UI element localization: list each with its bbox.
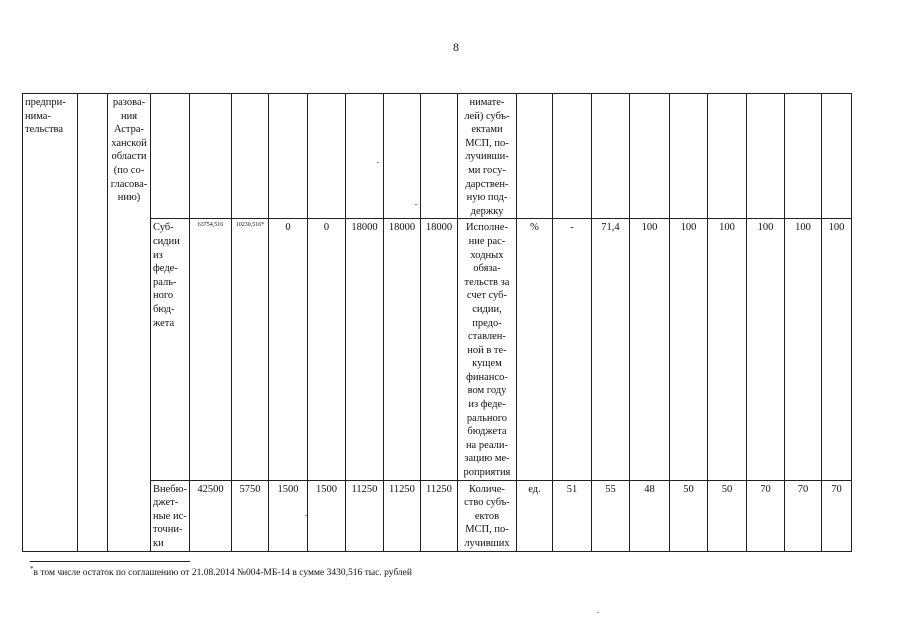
cell-text-line: МСП, по- <box>465 524 509 536</box>
cell-empty <box>151 94 190 219</box>
cell-text-line: Астра- <box>113 124 145 136</box>
cell-source-text <box>151 219 190 480</box>
cell-text-line: ство субъ- <box>464 497 510 509</box>
cell-source-text <box>151 480 190 551</box>
cell-value: 71,4 <box>591 219 629 480</box>
cell-empty <box>821 94 851 219</box>
cell-text-line: сидии <box>153 235 180 247</box>
cell-text-line: джет- <box>153 497 179 509</box>
cell-empty <box>746 94 784 219</box>
cell-text-line: финансо- <box>466 371 508 383</box>
cell-text-line: на реали- <box>465 439 508 451</box>
cell-text-line: кущем <box>472 358 502 370</box>
cell-empty <box>383 94 420 219</box>
cell-empty <box>707 94 746 219</box>
cell-value: 51 <box>552 480 591 551</box>
cell-text-line: дарствен- <box>465 178 509 190</box>
cell-text-line: области <box>111 151 147 163</box>
cell-empty <box>629 94 669 219</box>
cell-text-line: рального <box>466 412 508 424</box>
cell-text-line: ного <box>153 290 174 302</box>
cell-amount: 11250 <box>383 480 420 551</box>
cell-text-line: тельств за <box>464 276 510 288</box>
page-number: 8 <box>453 40 459 54</box>
cell-text-line: феде- <box>153 263 178 275</box>
cell-text-line: ные ис- <box>153 510 187 522</box>
cell-text-line: гласова- <box>110 178 148 190</box>
cell-text-line: Исполне- <box>465 222 508 234</box>
cell-text-line: бюджета <box>467 426 507 438</box>
cell-text-line: нима- <box>25 110 51 122</box>
cell-value: 100 <box>629 219 669 480</box>
cell-text-line: нию) <box>117 192 141 204</box>
cell-text-line: МСП, по- <box>465 137 509 149</box>
cell-value: - <box>552 219 591 480</box>
cell-empty <box>420 94 457 219</box>
cell-text-line: обяза- <box>473 263 501 275</box>
cell-indicator-text <box>457 219 516 480</box>
cell-indicator-text <box>457 94 516 219</box>
cell-indicator-text <box>457 480 516 551</box>
cell-text-line: ектами <box>471 124 503 136</box>
cell-value: 100 <box>784 219 821 480</box>
cell-amount: 0 <box>268 219 307 480</box>
cell-amount: 18000 <box>420 219 457 480</box>
cell-amount: 5750 <box>231 480 268 551</box>
cell-text-line: ектов <box>474 510 500 522</box>
cell-empty <box>516 94 552 219</box>
cell-amount: 10230,516* <box>231 219 268 480</box>
cell-col3-text <box>108 94 151 552</box>
cell-value: 100 <box>669 219 707 480</box>
cell-empty <box>345 94 383 219</box>
cell-empty <box>189 94 231 219</box>
cell-value: 100 <box>707 219 746 480</box>
cell-empty <box>307 94 345 219</box>
cell-value: 100 <box>821 219 851 480</box>
footnote-marker: * <box>30 565 34 573</box>
cell-value: 55 <box>591 480 629 551</box>
cell-text-line: лучивших <box>464 538 510 549</box>
cell-text-line: лучивши- <box>465 151 509 163</box>
cell-amount: 18000 <box>383 219 420 480</box>
cell-value: 70 <box>784 480 821 551</box>
cell-text-line: раль- <box>153 276 177 288</box>
cell-value: 70 <box>821 480 851 551</box>
scan-speck <box>415 204 417 205</box>
cell-text-line: Суб- <box>153 222 174 234</box>
cell-unit: ед. <box>516 480 552 551</box>
cell-empty <box>231 94 268 219</box>
cell-value: 50 <box>669 480 707 551</box>
cell-text-line: ставлен- <box>468 331 506 343</box>
footnote <box>30 565 412 578</box>
cell-text-line: ханской <box>111 137 147 149</box>
cell-amount: 1500 <box>268 480 307 551</box>
cell-text-line: держку <box>470 205 504 217</box>
cell-text-line: ния <box>120 110 138 122</box>
cell-text-line: Внебю- <box>153 483 187 495</box>
cell-empty <box>552 94 591 219</box>
cell-empty <box>268 94 307 219</box>
cell-text-line: ние рас- <box>468 235 506 247</box>
cell-text-line: предо- <box>472 317 502 329</box>
cell-text-line: жета <box>153 317 175 329</box>
cell-text-line: Количе- <box>469 483 505 495</box>
cell-text-line: счет суб- <box>466 290 507 302</box>
cell-amount: 1500 <box>307 480 345 551</box>
cell-text-line: (по со- <box>113 164 145 176</box>
scan-speck <box>377 162 379 163</box>
cell-text-line: сидии, <box>472 303 502 315</box>
footnote-text: в том числе остаток по соглашению от 21.08.2014 №004-МБ-14 в сумме 3430,516 тыс. рублей <box>33 568 412 579</box>
cell-amount: 11250 <box>345 480 383 551</box>
cell-value: 48 <box>629 480 669 551</box>
cell-text-line: лей) субъ- <box>464 110 510 122</box>
cell-text-line: зацию ме- <box>464 453 510 465</box>
cell-col1-text <box>23 94 78 552</box>
cell-text-line: нимате- <box>469 97 505 108</box>
table-row-continuation <box>23 94 852 219</box>
cell-text-line: предпри- <box>25 97 66 108</box>
cell-text-line: ки <box>153 538 164 549</box>
cell-text-line: вом году <box>467 385 507 397</box>
cell-empty <box>669 94 707 219</box>
cell-value: 70 <box>746 480 784 551</box>
cell-amount: 63754,516 <box>189 219 231 480</box>
cell-text-line: бюд- <box>153 303 175 315</box>
cell-text-line: из феде- <box>468 399 506 411</box>
cell-text-line: разова- <box>112 97 146 108</box>
cell-text-line: тельства <box>25 124 64 136</box>
program-table <box>22 93 852 552</box>
cell-value: 100 <box>746 219 784 480</box>
cell-empty <box>784 94 821 219</box>
scan-speck <box>305 515 307 516</box>
cell-text-line: ми госу- <box>468 164 506 176</box>
cell-text-line: роприятия <box>463 467 511 479</box>
footnote-rule <box>30 561 190 562</box>
cell-value: 50 <box>707 480 746 551</box>
cell-col2-empty <box>78 94 108 552</box>
cell-amount: 42500 <box>189 480 231 551</box>
cell-text-line: из <box>153 249 163 261</box>
cell-empty <box>591 94 629 219</box>
cell-text-line: ной в те- <box>467 344 507 356</box>
cell-amount: 11250 <box>420 480 457 551</box>
cell-unit: % <box>516 219 552 480</box>
cell-text-line: ходных <box>470 249 504 261</box>
scan-speck <box>597 612 599 613</box>
cell-text-line: точни- <box>153 524 183 536</box>
cell-amount: 0 <box>307 219 345 480</box>
cell-text-line: ную под- <box>466 192 508 204</box>
cell-amount: 18000 <box>345 219 383 480</box>
